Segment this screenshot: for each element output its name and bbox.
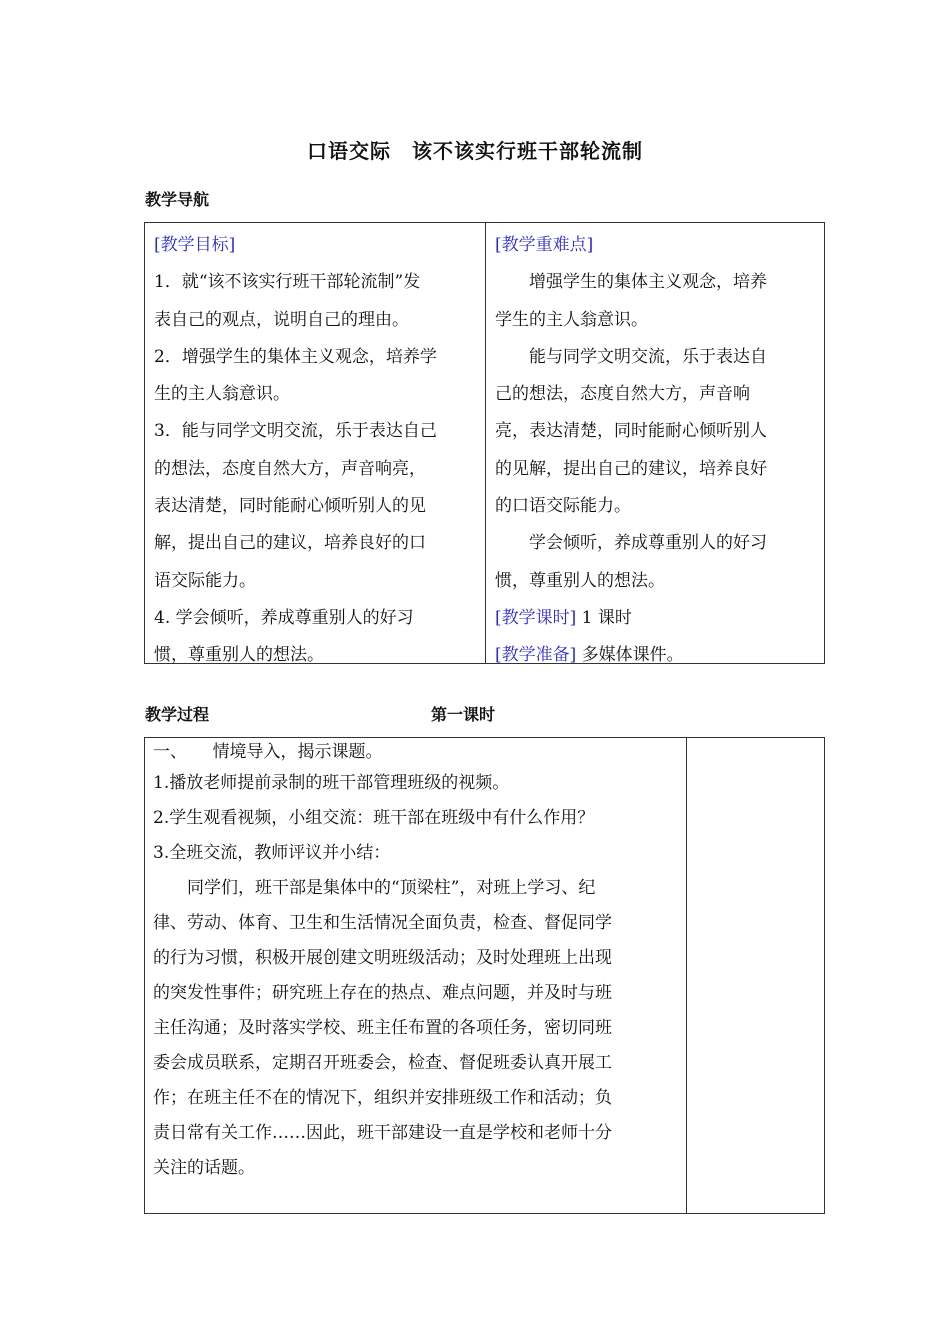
key-points-header: [教学重难点] (495, 235, 594, 255)
key-point-line: 学生的主人翁意识。 (495, 309, 648, 330)
page-title: 口语交际 该不该实行班干部轮流制 (307, 139, 643, 163)
process-line: 1.播放老师提前录制的班干部管理班级的视频。 (153, 773, 510, 793)
objective-line: 2．增强学生的集体主义观念，培养学 (154, 346, 437, 367)
preparation (495, 637, 816, 674)
key-point-line: 能与同学文明交流，乐于表达自 (529, 346, 767, 367)
notes-column (686, 738, 824, 1213)
key-point-line: 的口语交际能力。 (495, 496, 631, 517)
objective-line: 语交际能力。 (154, 570, 256, 591)
objectives-header: [教学目标] (154, 235, 236, 255)
preparation-value: 多媒体课件。 (576, 645, 684, 666)
summary-line: 作；在班主任不在的情况下，组织并安排班级工作和活动；负 (153, 1088, 612, 1108)
nav-section-label: 教学导航 (145, 190, 210, 209)
objectives-column (145, 223, 485, 666)
objectives-lines (154, 264, 477, 674)
summary-line: 关注的话题。 (153, 1158, 255, 1178)
summary-line: 责日常有关工作……因此，班干部建设一直是学校和老师十分 (153, 1123, 612, 1143)
class-hours-value: 1 课时 (576, 607, 632, 628)
process-line: 2.学生观看视频，小组交流：班干部在班级中有什么作用？ (153, 808, 595, 828)
objective-line: 1．就“该不该实行班干部轮流制”发 (154, 272, 421, 293)
process-line: 3.全班交流，教师评议并小结： (153, 843, 391, 863)
process-section-label: 教学过程 (145, 705, 210, 724)
objective-line: 的想法，态度自然大方，声音响亮， (154, 458, 426, 479)
key-point-line: 增强学生的集体主义观念，培养 (529, 272, 767, 293)
objective-line: 生的主人翁意识。 (154, 384, 290, 405)
summary-line: 同学们，班干部是集体中的“顶梁柱”，对班上学习、纪 (187, 878, 596, 898)
objective-line: 惯，尊重别人的想法。 (154, 645, 324, 666)
lesson-label: 第一课时 (431, 705, 496, 724)
key-point-line: 亮，表达清楚，同时能耐心倾听别人 (495, 421, 767, 442)
objective-line: 表达清楚，同时能耐心倾听别人的见 (154, 496, 426, 517)
key-points-column (485, 223, 824, 666)
objective-line: 解，提出自己的建议，培养良好的口 (154, 533, 426, 554)
summary-line: 的突发性事件；研究班上存在的热点、难点问题，并及时与班 (153, 983, 612, 1003)
objective-line: 4. 学会倾听，养成尊重别人的好习 (154, 607, 414, 628)
process-table (144, 737, 825, 1214)
summary-line: 委会成员联系，定期召开班委会，检查、督促班委认真开展工 (153, 1053, 612, 1073)
key-point-line: 惯，尊重别人的想法。 (495, 570, 665, 591)
objective-line: 表自己的观点，说明自己的理由。 (154, 309, 409, 330)
class-hours-label: [教学课时] (495, 607, 577, 628)
nav-table (144, 222, 825, 664)
preparation-label: [教学准备] (495, 645, 577, 666)
process-content-column (145, 738, 686, 1213)
process-step-heading: 一、 情境导入，揭示课题。 (153, 742, 383, 762)
objective-line: 3．能与同学文明交流，乐于表达自己 (154, 421, 437, 442)
summary-line: 主任沟通；及时落实学校、班主任布置的各项任务，密切同班 (153, 1018, 612, 1038)
summary-line: 律、劳动、体育、卫生和生活情况全面负责，检查、督促同学 (153, 913, 612, 933)
key-point-line: 学会倾听，养成尊重别人的好习 (529, 533, 767, 554)
class-hours (495, 600, 816, 637)
key-point-line: 己的想法，态度自然大方，声音响 (495, 384, 750, 405)
key-point-line: 的见解，提出自己的建议，培养良好 (495, 458, 767, 479)
summary-line: 的行为习惯，积极开展创建文明班级活动；及时处理班上出现 (153, 948, 612, 968)
